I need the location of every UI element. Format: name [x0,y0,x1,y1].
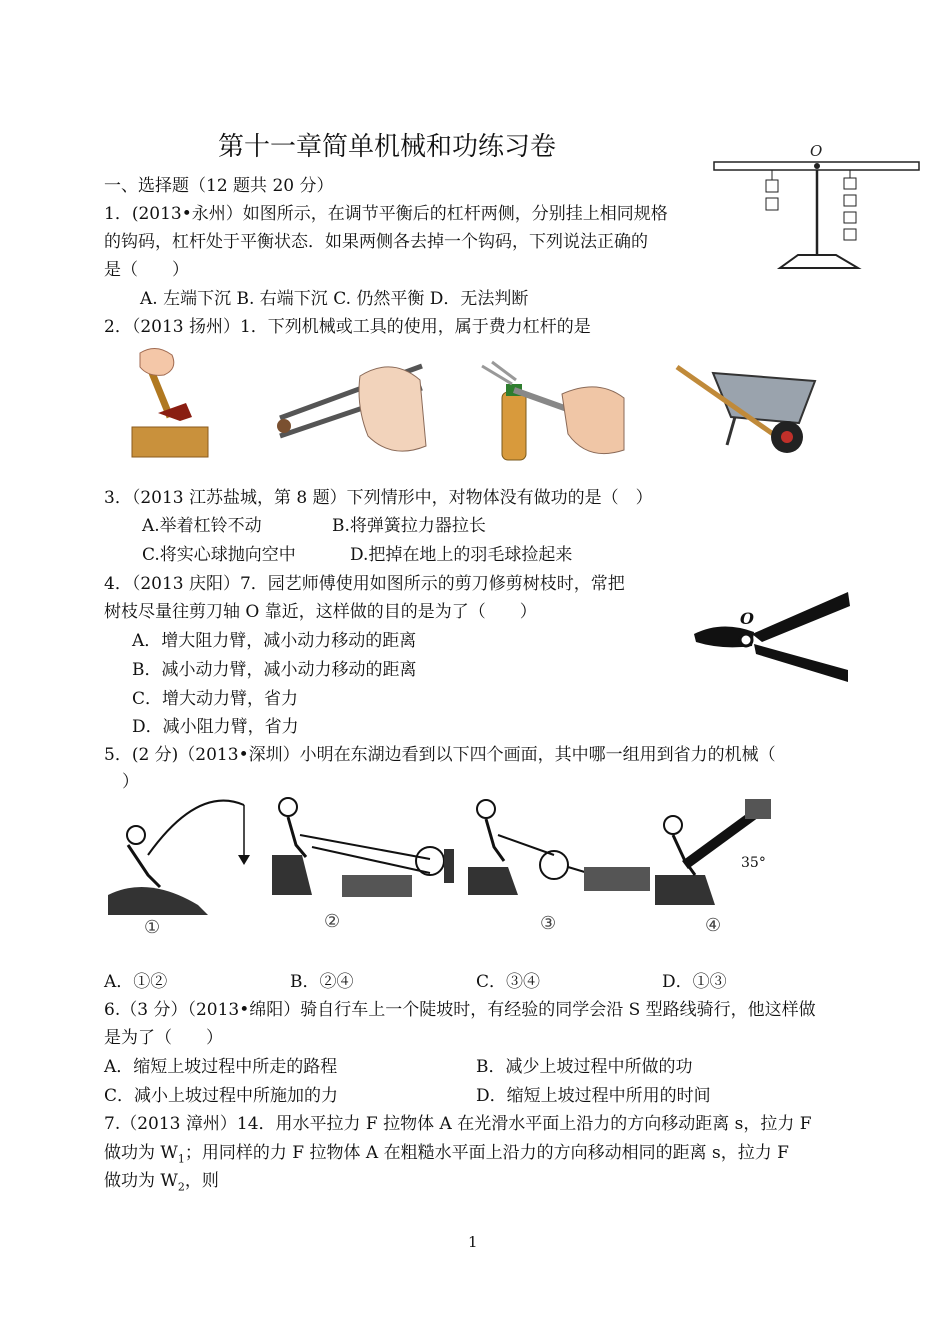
q3-option-c: C.将实心球抛向空中 [142,545,296,565]
q7-line3-part-b: ，则 [184,1171,219,1191]
q5-panel-1-figure [108,795,263,945]
q1-options: A. 左端下沉 B. 右端下沉 C. 仍然平衡 D．无法判断 [140,289,529,309]
q5-panel-4-figure [655,795,785,945]
q1-text-line2: 的钩码，杠杆处于平衡状态．如果两侧各去掉一个钩码，下列说法正确的 [104,232,648,252]
page-number: 1 [468,1233,478,1251]
q6-option-a: A．缩短上坡过程中所走的路程 [104,1057,338,1077]
q4-option-d: D．减小阻力臂，省力 [132,717,299,737]
q6-option-b: B．减少上坡过程中所做的功 [476,1057,693,1077]
q5-option-a: A．①② [104,972,168,992]
q4-option-a: A．增大阻力臂，减小动力移动的距离 [132,631,417,651]
q1-lever-figure [710,140,925,275]
q2-chopsticks-figure [272,356,432,461]
q4-text-line2: 树枝尽量往剪刀轴 O 靠近，这样做的目的是为了（ ） [104,602,537,622]
q7-text-line1: 7.（2013 漳州）14．用水平拉力 F 拉物体 A 在光滑水平面上沿力的方向移动距离 s，拉力 F [104,1114,812,1134]
q2-text-line1: 2．（2013 扬州）1．下列机械或工具的使用，属于费力杠杆的是 [104,317,591,337]
q1-text-line3: 是（ ） [104,260,189,280]
q2-bottle-opener-figure [478,358,628,463]
q7-line2-subscript: 1 [177,1152,185,1166]
q5-panel-2-label: ② [324,911,341,932]
q7-line2-part-a: 做功为 W [104,1143,178,1163]
q4-option-c: C．增大动力臂，省力 [132,689,299,709]
q2-hammer-figure [128,345,213,460]
q6-option-d: D．缩短上坡过程中所用的时间 [476,1086,711,1106]
q3-option-b: B.将弹簧拉力器拉长 [332,516,486,536]
q2-wheelbarrow-figure [673,353,823,463]
q7-line3-part-a: 做功为 W [104,1171,178,1191]
q7-line3-subscript: 2 [177,1180,185,1194]
q6-option-c: C．减小上坡过程中所施加的力 [104,1086,339,1106]
q5-panel-2-figure [272,795,462,945]
q4-text-line1: 4．（2013 庆阳）7．园艺师傅使用如图所示的剪刀修剪树枝时，常把 [104,574,625,594]
q7-line2-part-b: ；用同样的力 F 拉物体 A 在粗糙水平面上沿力的方向移动相同的距离 s，拉力 F [184,1143,789,1163]
q5-slope-angle: 35° [741,855,766,871]
q5-text-line1: 5．(2 分)（2013•深圳）小明在东湖边看到以下四个画面，其中哪一组用到省力的机械（ [104,745,776,765]
q3-text-line1: 3．（2013 江苏盐城，第 8 题）下列情形中，对物体没有做功的是（ ） [104,488,653,508]
q5-option-c: C．③④ [476,972,541,992]
q6-text-line2: 是为了（ ） [104,1028,223,1048]
q4-shears-figure [692,590,852,685]
q5-panel-3-label: ③ [540,913,557,934]
q3-option-a: A.举着杠铃不动 [142,516,262,536]
q5-option-d: D．①③ [662,972,727,992]
q5-panel-1-label: ① [144,917,161,938]
q1-fulcrum-label: O [810,142,823,160]
q7-text-line3 [104,1167,219,1201]
q1-text-line1: 1．(2013•永州）如图所示，在调节平衡后的杠杆两侧，分别挂上相同规格 [104,204,668,224]
q5-panel-3-figure [468,795,658,945]
q5-option-b: B．②④ [290,972,354,992]
q6-text-line1: 6.（3 分）（2013•绵阳）骑自行车上一个陡坡时，有经验的同学会沿 S 型路线骑行，他这样做 [104,1000,816,1020]
page-title: 第十一章简单机械和功练习卷 [218,132,557,162]
q4-option-b: B．减小动力臂，减小动力移动的距离 [132,660,417,680]
q5-panel-4-label: ④ [705,915,722,936]
q5-text-line2: ） [122,772,139,792]
q4-pivot-label: O [740,609,754,628]
q3-option-d: D.把掉在地上的羽毛球捡起来 [350,545,573,565]
section-heading: 一、选择题（12 题共 20 分） [104,176,334,196]
